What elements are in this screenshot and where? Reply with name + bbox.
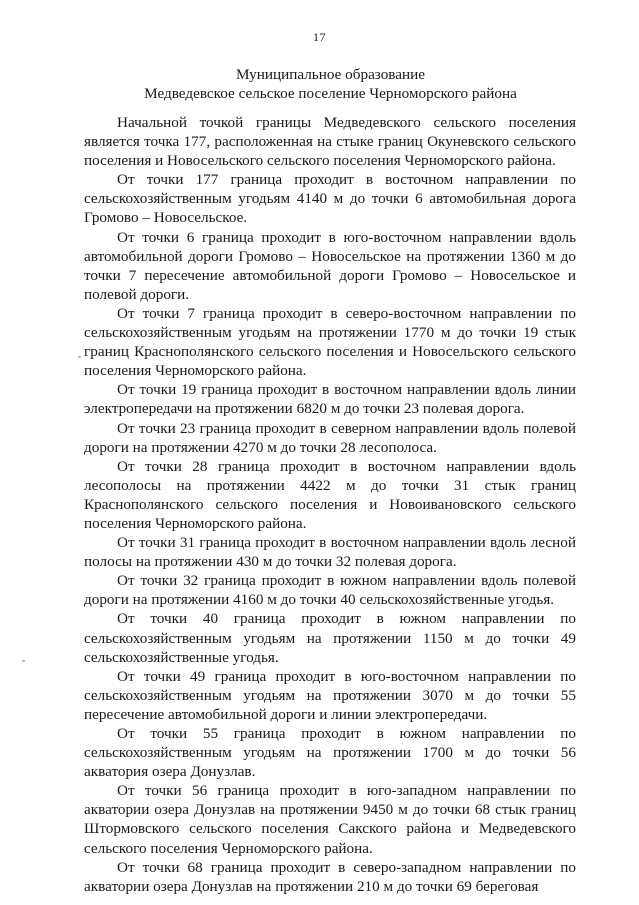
scan-speck [22, 660, 25, 662]
document-body [84, 113, 576, 896]
paragraph-point-31: От точки 31 граница проходит в восточном направлении вдоль лесной полосы на протяжении 430 м до точки 32 полевая дорога. [84, 534, 576, 571]
paragraph-point-177: От точки 177 граница проходит в восточном направлении по сельскохозяйственным угодьям 4140 м до точки 6 автомобильная дорога Громово – Новосельское. [84, 171, 576, 227]
paragraph-point-7: От точки 7 граница проходит в северо-восточном направлении по сельскохозяйственным угодьям на протяжении 1770 м до точки 19 стык границ Краснополянского сельского поселения и Новосельского сельского поселения Черноморского района. [84, 304, 576, 380]
scan-speck [78, 356, 81, 358]
page-number: 17 [313, 30, 326, 44]
heading-line-municipality: Муниципальное образование [235, 66, 426, 83]
paragraph-point-56: От точки 56 граница проходит в юго-западном направлении по акватории озера Донузлав на протяжении 9450 м до точки 68 стык границ Штормовского сельского поселения Сакского района и Медведевского сельского поселения Черноморского района. [84, 782, 576, 857]
document-heading [80, 66, 581, 104]
paragraph-point-40: От точки 40 граница проходит в южном направлении по сельскохозяйственным угодьям на протяжении 1150 м до точки 49 сельскохозяйственные угодья. [84, 610, 576, 666]
paragraph-point-55: От точки 55 граница проходит в южном направлении по сельскохозяйственным угодьям на протяжении 1700 м до точки 56 акватория озера Донузлав. [84, 725, 576, 781]
paragraph-point-6: От точки 6 граница проходит в юго-восточном направлении вдоль автомобильной дороги Громово – Новосельское на протяжении 1360 м до точки 7 пересечение автомобильной дороги Громово – Новосельское и полевой дороги. [84, 228, 576, 303]
paragraph-point-23: От точки 23 граница проходит в северном направлении вдоль полевой дороги на протяжении 4270 м до точки 28 лесополоса. [84, 419, 576, 456]
paragraph-point-32: От точки 32 граница проходит в южном направлении вдоль полевой дороги на протяжении 4160 м до точки 40 сельскохозяйственные угодья. [84, 572, 576, 609]
paragraph-start-point: Начальной точкой границы Медведевского сельского поселения является точка 177, расположенная на стыке границ Окуневского сельского поселения и Новосельского сельского поселения Черноморского района. [84, 114, 576, 170]
paragraph-point-28: От точки 28 граница проходит в восточном направлении вдоль лесополосы на протяжении 4422 м до точки 31 стык границ Краснополянского сельского поселения и Новоивановского сельского поселения Черноморского района. [84, 457, 576, 532]
paragraph-point-68: От точки 68 граница проходит в северо-западном направлении по акватории озера Донузлав на протяжении 210 м до точки 69 береговая [84, 858, 576, 895]
paragraph-point-19: От точки 19 граница проходит в восточном направлении вдоль линии электропередачи на протяжении 6820 м до точки 23 полевая дорога. [84, 381, 576, 418]
paragraph-point-49: От точки 49 граница проходит в юго-восточном направлении по сельскохозяйственным угодьям на протяжении 3070 м до точки 55 пересечение автомобильной дороги и линии электропередачи. [84, 667, 576, 723]
heading-line-settlement: Медведевское сельское поселение Черноморского района [144, 84, 517, 102]
